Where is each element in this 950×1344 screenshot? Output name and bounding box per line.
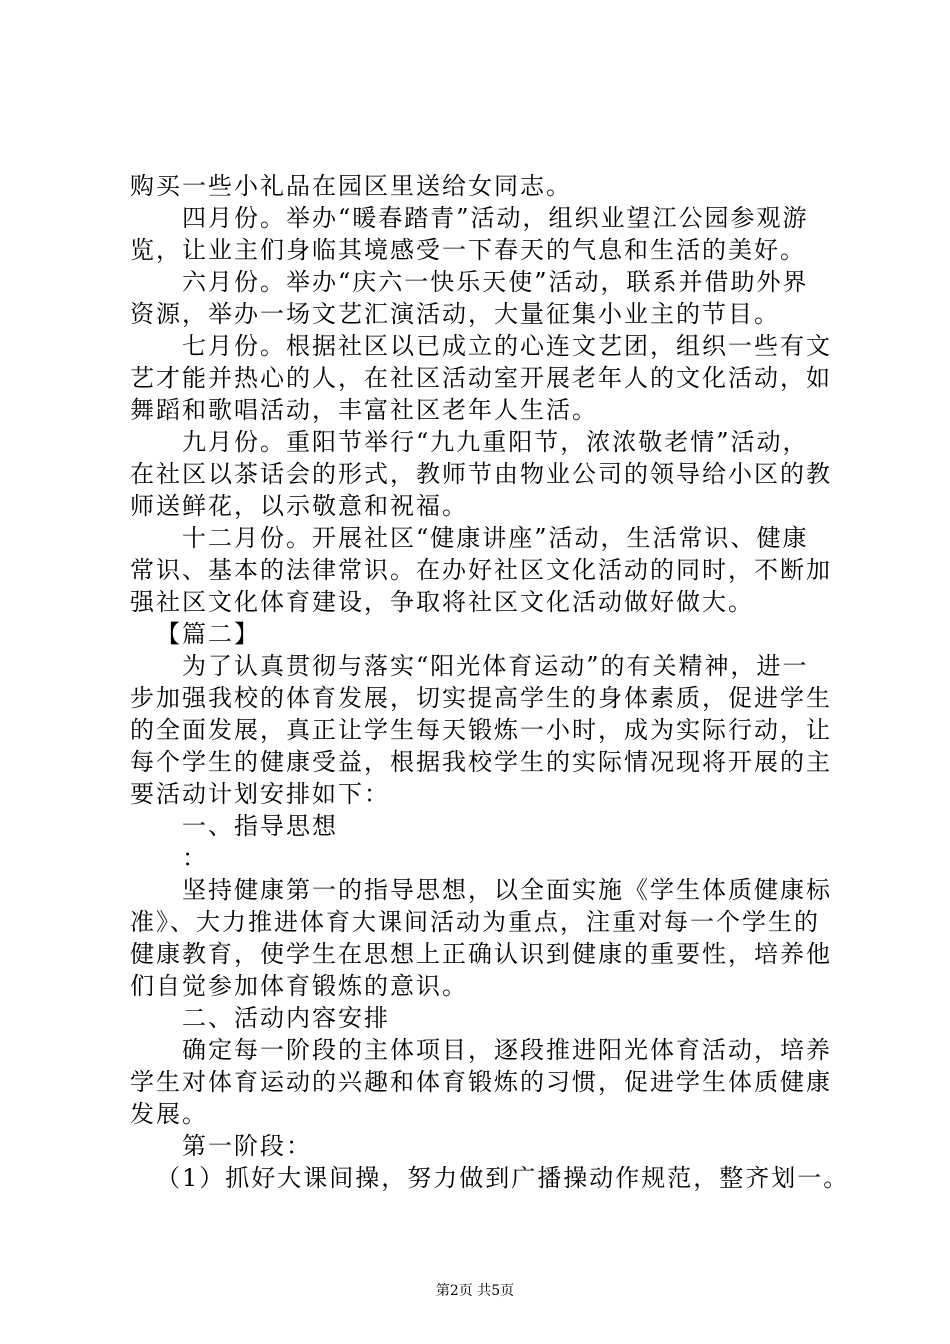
section-heading: 【篇二】	[156, 620, 260, 648]
text-line: 健康教育，使学生在思想上正确认识到健康的重要性，培养他	[130, 940, 832, 968]
text-line: （1）抓好大课间操，努力做到广播操动作规范，整齐划一。	[156, 1164, 850, 1192]
text-line: 览，让业主们身临其境感受一下春天的气息和生活的美好。	[130, 236, 806, 264]
text-line: 十二月份。开展社区“健康讲座”活动，生活常识、健康	[182, 524, 809, 552]
text-line: 步加强我校的体育发展，切实提高学生的身体素质，促进学生	[130, 684, 832, 712]
text-line: 资源，举办一场文艺汇演活动，大量征集小业主的节目。	[130, 300, 780, 328]
text-line: 强社区文化体育建设，争取将社区文化活动做好做大。	[130, 588, 754, 616]
text-line: 们自觉参加体育锻炼的意识。	[130, 972, 468, 1000]
text-line: 为了认真贯彻与落实“阳光体育运动”的有关精神，进一	[182, 652, 809, 680]
section-heading: 一、指导思想	[182, 812, 338, 840]
text-line: 每个学生的健康受益，根据我校学生的实际情况现将开展的主	[130, 748, 832, 776]
text-line: 购买一些小礼品在园区里送给女同志。	[130, 172, 572, 200]
text-line: 四月份。举办“暖春踏青”活动，组织业望江公园参观游	[182, 204, 809, 232]
text-line: ：	[182, 844, 208, 872]
text-line: 要活动计划安排如下：	[130, 780, 390, 808]
text-line: 确定每一阶段的主体项目，逐段推进阳光体育活动，培养	[182, 1036, 832, 1064]
text-line: 在社区以茶话会的形式，教师节由物业公司的领导给小区的教	[130, 460, 832, 488]
text-line: 第一阶段：	[182, 1132, 312, 1160]
text-line: 准》、大力推进体育大课间活动为重点，注重对每一个学生的	[130, 908, 820, 936]
text-line: 发展。	[130, 1100, 208, 1128]
text-line: 常识、基本的法律常识。在办好社区文化活动的同时，不断加	[130, 556, 832, 584]
text-line: 艺才能并热心的人，在社区活动室开展老年人的文化活动，如	[130, 364, 832, 392]
text-line: 学生对体育运动的兴趣和体育锻炼的习惯，促进学生体质健康	[130, 1068, 832, 1096]
document-body	[130, 170, 850, 1194]
text-line: 的全面发展，真正让学生每天锻炼一小时，成为实际行动，让	[130, 716, 832, 744]
text-line: 六月份。举办“庆六一快乐天使”活动，联系并借助外界	[182, 268, 809, 296]
text-line: 七月份。根据社区以已成立的心连文艺团，组织一些有文	[182, 332, 832, 360]
text-line: 师送鲜花，以示敬意和祝福。	[130, 492, 468, 520]
page-number: 第2页 共5页	[435, 1283, 515, 1299]
text-line: 坚持健康第一的指导思想，以全面实施《学生体质健康标	[182, 876, 832, 904]
text-line: 舞蹈和歌唱活动，丰富社区老年人生活。	[130, 396, 598, 424]
section-heading: 二、活动内容安排	[182, 1004, 390, 1032]
text-line: 九月份。重阳节举行“九九重阳节，浓浓敬老情”活动，	[182, 428, 809, 456]
